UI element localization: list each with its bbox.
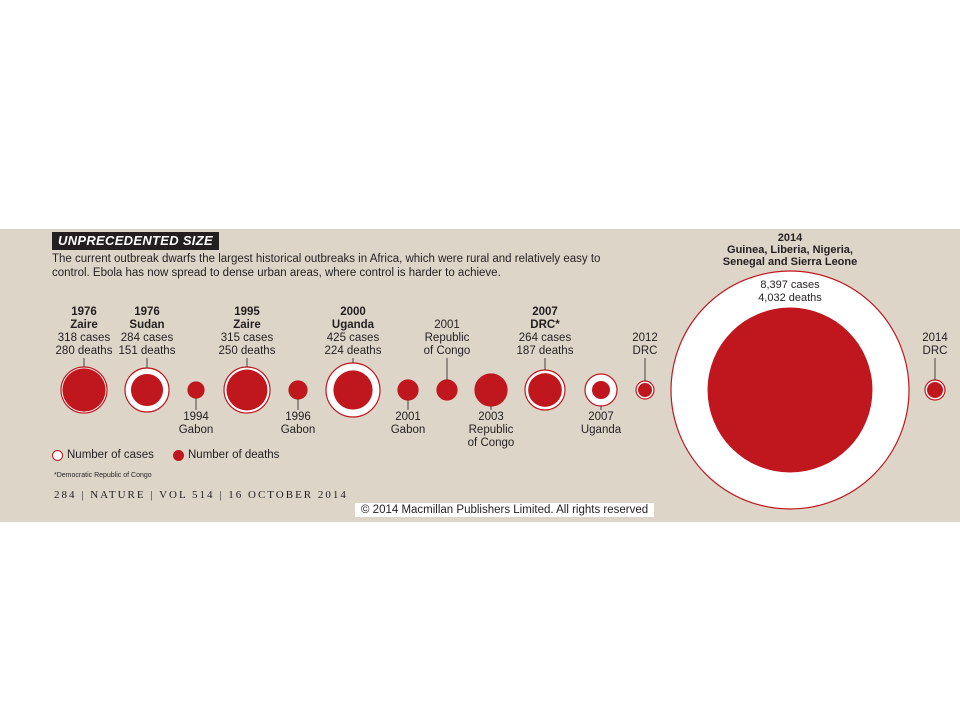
outbreak-deaths-circle — [927, 382, 943, 398]
outbreak-place-label: Republic — [424, 332, 470, 344]
outbreak-year-label: 2007 — [588, 411, 614, 423]
outbreak-year-label: 1976 — [71, 306, 97, 318]
outbreak-cases-label: 8,397 cases — [760, 279, 820, 291]
outbreak-place-label: of Congo — [467, 437, 515, 449]
infographic-title: UNPRECEDENTED SIZE — [52, 232, 219, 250]
outbreak-deaths-circle — [638, 383, 652, 397]
outbreak-year-label: 2000 — [340, 306, 366, 318]
outbreak-place-label: Zaire — [70, 319, 98, 331]
outbreak-place-label: DRC* — [530, 319, 560, 331]
footnote: *Democratic Republic of Congo — [54, 472, 152, 479]
outbreak-year-label: 2012 — [632, 332, 658, 344]
outbreak-cases-label: 264 cases — [518, 332, 572, 344]
outbreak-place-label: of Congo — [423, 345, 471, 357]
outbreak-year-label: 1995 — [234, 306, 260, 318]
outbreak-year-label: 1976 — [134, 306, 160, 318]
outbreak-cases-label: 315 cases — [220, 332, 274, 344]
outbreak-place-label: Republic — [468, 424, 514, 436]
outbreak-year-label: 2001 — [434, 319, 460, 331]
outbreak-place-label: DRC — [922, 345, 948, 357]
outbreak-place-label: Guinea, Liberia, Nigeria, — [727, 244, 853, 256]
outbreak-place-label: Sudan — [129, 319, 165, 331]
outbreak-deaths-label: 151 deaths — [118, 345, 176, 357]
outbreak-year-label: 2001 — [395, 411, 421, 423]
legend-item-deaths — [173, 449, 279, 461]
outbreak-deaths-label: 4,032 deaths — [758, 292, 822, 304]
outbreak-cases-label: 284 cases — [120, 332, 174, 344]
legend-item-cases — [52, 449, 154, 461]
outbreak-year-label: 1994 — [183, 411, 209, 423]
outbreak-cases-label: 425 cases — [326, 332, 380, 344]
outbreak-deaths-circle — [528, 373, 562, 407]
outbreak-deaths-circle — [333, 370, 372, 409]
outbreak-deaths-circle — [592, 381, 610, 399]
outbreak-deaths-label: 224 deaths — [324, 345, 382, 357]
cases-swatch-icon — [52, 450, 63, 461]
outbreak-deaths-circle — [708, 308, 873, 473]
outbreak-year-label: 1996 — [285, 411, 311, 423]
copyright-notice: © 2014 Macmillan Publishers Limited. All rights reserved — [355, 503, 654, 517]
outbreak-deaths-circle — [188, 382, 204, 398]
legend-cases-label: Number of cases — [67, 449, 154, 461]
outbreak-place-label: Uganda — [331, 319, 375, 331]
outbreak-place-label: Senegal and Sierra Leone — [722, 256, 858, 268]
outbreak-year-label: 2014 — [777, 232, 803, 244]
outbreak-year-label: 2007 — [532, 306, 558, 318]
outbreak-deaths-label: 280 deaths — [55, 345, 113, 357]
page-footer: 284 | NATURE | VOL 514 | 16 OCTOBER 2014 — [54, 489, 348, 501]
outbreak-deaths-circle — [131, 374, 163, 406]
outbreak-place-label: Gabon — [178, 424, 214, 436]
outbreak-deaths-circle — [62, 368, 105, 411]
outbreak-deaths-label: 187 deaths — [516, 345, 574, 357]
outbreak-place-label: DRC — [632, 345, 658, 357]
outbreak-place-label: Uganda — [580, 424, 622, 436]
outbreak-place-label: Gabon — [390, 424, 426, 436]
outbreak-place-label: Zaire — [233, 319, 261, 331]
outbreak-year-label: 2014 — [922, 332, 948, 344]
outbreak-place-label: Gabon — [280, 424, 316, 436]
outbreak-deaths-circle — [289, 381, 307, 399]
deaths-swatch-icon — [173, 450, 184, 461]
outbreak-deaths-circle — [437, 380, 457, 400]
outbreak-year-label: 2003 — [478, 411, 504, 423]
outbreak-cases-label: 318 cases — [57, 332, 111, 344]
infographic-panel — [0, 229, 960, 522]
infographic-subtitle: The current outbreak dwarfs the largest historical outbreaks in Africa, which were rural and relatively easy to control. Ebola has now spread to dense urban areas, where control is harder to achieve. — [52, 253, 601, 279]
outbreak-deaths-circle — [398, 380, 418, 400]
outbreak-deaths-circle — [227, 370, 268, 411]
outbreak-deaths-circle — [475, 374, 507, 406]
legend-deaths-label: Number of deaths — [188, 449, 280, 461]
outbreak-deaths-label: 250 deaths — [218, 345, 276, 357]
